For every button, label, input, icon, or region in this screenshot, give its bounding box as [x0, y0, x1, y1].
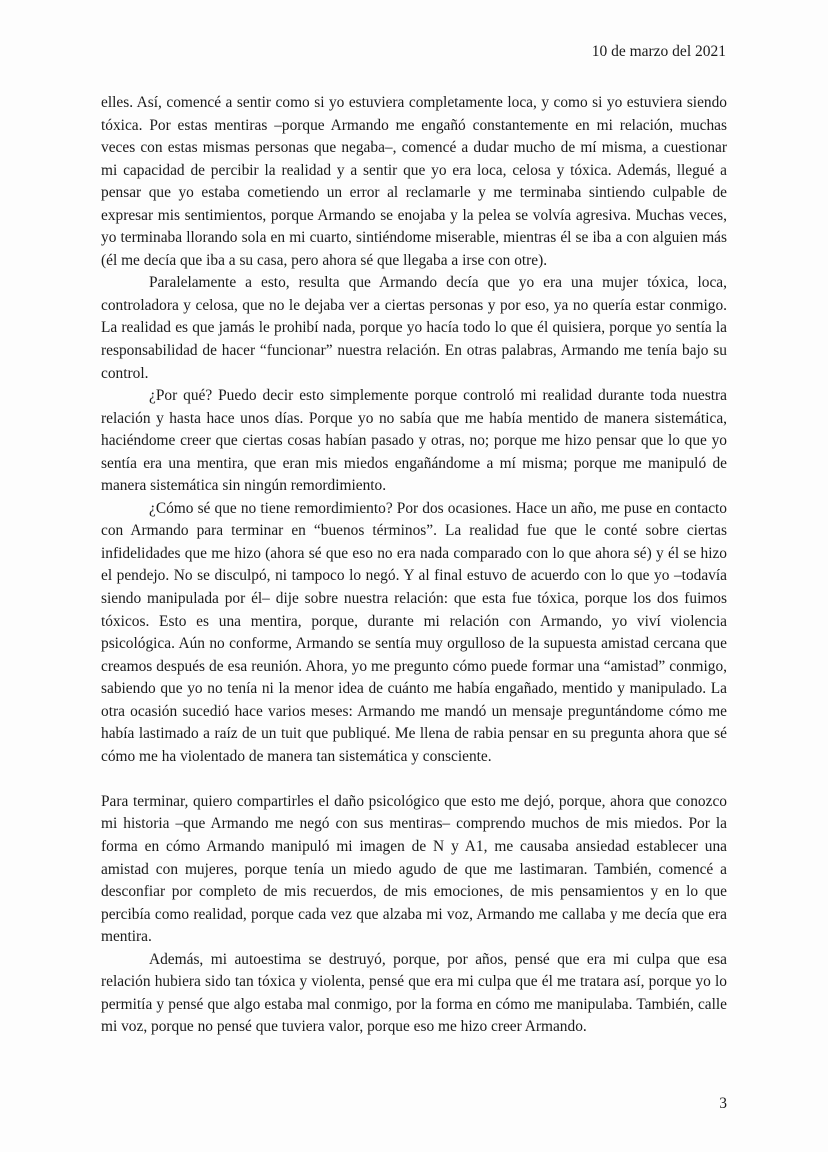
document-date: 10 de marzo del 2021 [591, 43, 726, 60]
paragraph: Paralelamente a esto, resulta que Armando decía que yo era una mujer tóxica, loca, controladora y celosa, que no le dejaba ver a ciertas personas y por eso, ya no quería estar conmigo. La realidad es que jamás le prohibí nada, porque yo hacía todo lo que él quisiera, porque yo sentía la responsabilidad de hacer “funcionar” nuestra relación. En otras palabras, Armando me tenía bajo su control. [101, 274, 727, 382]
paragraph: Para terminar, quiero compartirles el daño psicológico que esto me dejó, porque, ahora que conozco mi historia –que Armando me negó con sus mentiras– comprendo muchos de mis miedos. Por la forma en cómo Armando manipuló mi imagen de N y A1, me causaba ansiedad establecer una amistad con mujeres, porque tenía un miedo agudo de que me lastimaran. También, comencé a desconfiar por completo de mis recuerdos, de mis emociones, de mis pensamientos y en lo que percibía como realidad, porque cada vez que alzaba mi voz, Armando me callaba y me decía que era mentira. [101, 792, 727, 946]
paragraph: ¿Por qué? Puedo decir esto simplemente porque controló mi realidad durante toda nuestra relación y hasta hace unos días. Porque yo no sabía que me había mentido de manera sistemática, haciéndome creer que ciertas cosas habían pasado y otras, no; porque me hizo pensar que lo que yo sentía era una mentira, que eran mis miedos engañándome a mí misma; porque me manipuló de manera sistemática sin ningún remordimiento. [101, 387, 727, 495]
paragraph: ¿Cómo sé que no tiene remordimiento? Por dos ocasiones. Hace un año, me puse en contacto con Armando para terminar en “buenos términos”. La realidad fue que le conté sobre ciertas infidelidades que me hizo (ahora sé que eso no era nada comparado con lo que ahora sé) y él se hizo el pendejo. No se disculpó, ni tampoco lo negó. Y al final estuvo de acuerdo con lo que yo –todavía siendo manipulada por él– dije sobre nuestra relación: que esta fue tóxica, porque los dos fuimos tóxicos. Esto es una mentira, porque, durante mi relación con Armando, yo viví violencia psicológica. Aún no conforme, Armando se sentía muy orgulloso de la supuesta amistad cercana que creamos después de esa reunión. Ahora, yo me pregunto cómo puede formar una “amistad” conmigo, sabiendo que yo no tenía ni la menor idea de cuánto me había engañado, mentido y manipulado. La otra ocasión sucedió hace varios meses: Armando me mandó un mensaje preguntándome cómo me había lastimado a raíz de un tuit que publiqué. Me llena de rabia pensar en su pregunta ahora que sé cómo me ha violentado de manera tan sistemática y consciente. [101, 499, 727, 765]
document-body [101, 92, 727, 1039]
paragraph: elles. Así, comencé a sentir como si yo estuviera completamente loca, y como si yo estuviera siendo tóxica. Por estas mentiras –porque Armando me engañó constantemente en mi relación, muchas veces con estas mismas personas que negaba–, comencé a dudar mucho de mí misma, a cuestionar mi capacidad de percibir la realidad y a sentir que yo era loca, celosa y tóxica. Además, llegué a pensar que yo estaba cometiendo un error al reclamarle y me terminaba sintiendo culpable de expresar mis sentimientos, porque Armando se enojaba y la pelea se volvía agresiva. Muchas veces, yo terminaba llorando sola en mi cuarto, sintiéndome miserable, mientras él se iba a con alguien más (él me decía que iba a su casa, pero ahora sé que llegaba a irse con otre). [101, 94, 727, 269]
paragraph: Además, mi autoestima se destruyó, porque, por años, pensé que era mi culpa que esa relación hubiera sido tan tóxica y violenta, pensé que era mi culpa que él me tratara así, porque yo lo permitía y pensé que algo estaba mal conmigo, por la forma en cómo me manipulaba. También, calle mi voz, porque no pensé que tuviera valor, porque eso me hizo creer Armando. [101, 950, 727, 1036]
page-number: 3 [719, 1095, 727, 1112]
